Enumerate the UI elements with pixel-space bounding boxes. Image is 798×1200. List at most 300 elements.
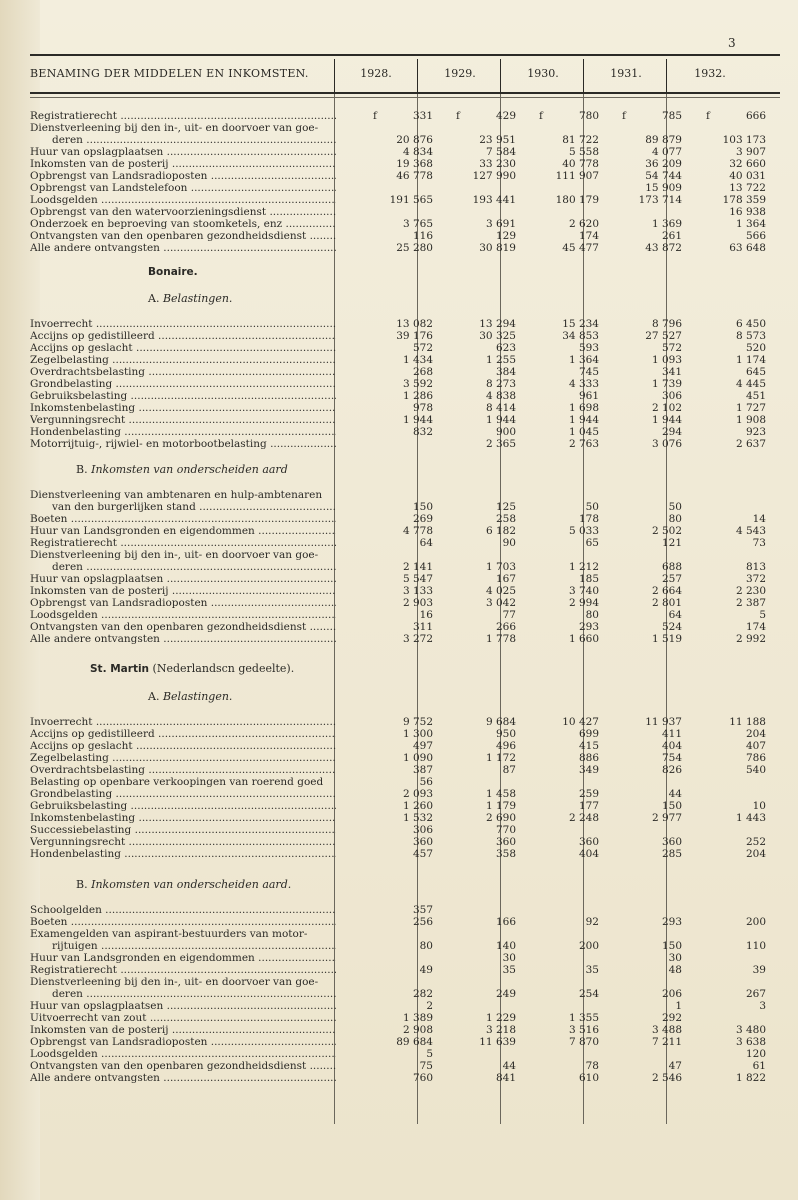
- cell-value: 372: [745, 573, 766, 585]
- cell-value: 75: [419, 1060, 433, 1072]
- cell-value: 4 077: [651, 146, 682, 158]
- row-label: rijtuigen .....: [52, 940, 336, 952]
- cell-value: 167: [495, 573, 516, 585]
- cell-value: 1 944: [568, 414, 599, 426]
- cell-value: 1 944: [402, 414, 433, 426]
- cell-value: 173 714: [638, 194, 682, 206]
- table-row: [30, 597, 780, 609]
- cell-value: 177: [578, 800, 599, 812]
- table-row: [30, 836, 780, 848]
- row-label: deren .....: [52, 134, 336, 146]
- cell-value: 185: [578, 573, 599, 585]
- row-label: Boeten .....: [30, 916, 336, 928]
- row-label: Inkomstenbelasting .....: [30, 812, 336, 824]
- cell-value: 1 093: [651, 354, 682, 366]
- row-label: Huur van opslagplaatsen .....: [30, 573, 336, 585]
- cell-value: 6 450: [735, 318, 766, 330]
- cell-value: 5 033: [568, 525, 599, 537]
- cell-value: 357: [412, 904, 433, 916]
- cell-value: 35: [585, 964, 599, 976]
- cell-value: 2 801: [651, 597, 682, 609]
- subsection-letter: B.: [76, 463, 88, 476]
- cell-value: 666: [745, 110, 766, 122]
- cell-value: 1 458: [485, 788, 516, 800]
- header-rule-thin: [30, 97, 780, 98]
- cell-value: 19 368: [396, 158, 433, 170]
- cell-value: 259: [578, 788, 599, 800]
- section-heading-bonaire: Bonaire.: [148, 266, 198, 278]
- cell-value: 415: [578, 740, 599, 752]
- table-row: [30, 928, 780, 940]
- table-row: [30, 752, 780, 764]
- table-row: [30, 740, 780, 752]
- cell-value: 40 778: [562, 158, 599, 170]
- cell-value: 520: [745, 342, 766, 354]
- table-row: [30, 964, 780, 976]
- cell-value: 64: [668, 609, 682, 621]
- cell-value: 25 280: [396, 242, 433, 254]
- table-row: [30, 110, 780, 122]
- row-label: Invoerrecht .....: [30, 716, 336, 728]
- row-label: Gebruiksbelasting .....: [30, 800, 336, 812]
- row-label: Inkomsten van de posterij .....: [30, 1024, 336, 1036]
- cell-value: 1 532: [402, 812, 433, 824]
- table-row: [30, 824, 780, 836]
- cell-value: 1 300: [402, 728, 433, 740]
- cell-value: 11 937: [645, 716, 682, 728]
- cell-value: 258: [495, 513, 516, 525]
- cell-value: 47: [668, 1060, 682, 1072]
- table-row: [30, 158, 780, 170]
- cell-value: 27 527: [645, 330, 682, 342]
- cell-value: 360: [661, 836, 682, 848]
- cell-value: 623: [495, 342, 516, 354]
- cell-value: 387: [412, 764, 433, 776]
- table-row: [30, 940, 780, 952]
- cell-value: 745: [578, 366, 599, 378]
- cell-value: 384: [495, 366, 516, 378]
- cell-value: 3 076: [651, 438, 682, 450]
- row-label: Belasting op openbare verkoopingen van roerend goed: [30, 776, 324, 788]
- cell-value: 593: [578, 342, 599, 354]
- row-label: Grondbelasting .....: [30, 788, 336, 800]
- cell-value: 950: [495, 728, 516, 740]
- table-row: [30, 952, 780, 964]
- row-label: Huur van opslagplaatsen .....: [30, 1000, 336, 1012]
- cell-value: 30: [502, 952, 516, 964]
- row-label: Loodsgelden .....: [30, 194, 336, 206]
- cell-value: 360: [578, 836, 599, 848]
- cell-value: 89 879: [645, 134, 682, 146]
- cell-value: 978: [412, 402, 433, 414]
- cell-value: 268: [412, 366, 433, 378]
- cell-value: 2 903: [402, 597, 433, 609]
- cell-value: 80: [668, 513, 682, 525]
- cell-value: 3 218: [485, 1024, 516, 1036]
- page-number: 3: [728, 36, 736, 50]
- cell-value: 1 822: [735, 1072, 766, 1084]
- header-rule: [30, 92, 780, 94]
- cell-value: 2 141: [402, 561, 433, 573]
- cell-value: 7 211: [651, 1036, 682, 1048]
- cell-value: 90: [502, 537, 516, 549]
- cell-value: 1 229: [485, 1012, 516, 1024]
- cell-value: 360: [495, 836, 516, 848]
- table-row: [30, 426, 780, 438]
- cell-value: 540: [745, 764, 766, 776]
- cell-value: 306: [412, 824, 433, 836]
- table-row: [30, 342, 780, 354]
- cell-value: 293: [661, 916, 682, 928]
- table-row: [30, 621, 780, 633]
- table-row: [30, 194, 780, 206]
- row-label: Registratierecht .....: [30, 537, 336, 549]
- cell-value: 80: [419, 940, 433, 952]
- column-header-1930: 1930.: [527, 67, 559, 80]
- row-label: Registratierecht .....: [30, 110, 336, 122]
- cell-value: 2 690: [485, 812, 516, 824]
- table-row: [30, 573, 780, 585]
- cell-value: 200: [578, 940, 599, 952]
- cell-value: 524: [661, 621, 682, 633]
- row-label: Ontvangsten van den openbaren gezondheidsdienst .....: [30, 1060, 336, 1072]
- table-row: [30, 800, 780, 812]
- cell-value: 4 333: [568, 378, 599, 390]
- cell-value: 46 778: [396, 170, 433, 182]
- row-label: Uitvoerrecht van zout .....: [30, 1012, 336, 1024]
- cell-value: 120: [745, 1048, 766, 1060]
- cell-value: 4 834: [402, 146, 433, 158]
- cell-value: 4 445: [735, 378, 766, 390]
- currency-symbol: f: [706, 110, 710, 122]
- table-row: [30, 1012, 780, 1024]
- table-row: [30, 716, 780, 728]
- row-label: Inkomsten van de posterij .....: [30, 585, 336, 597]
- row-label: Huur van Landsgronden en eigendommen .....: [30, 525, 336, 537]
- table-row: [30, 354, 780, 366]
- row-label: Opbrengst van Landsradioposten .....: [30, 170, 336, 182]
- row-label: Opbrengst van Landsradioposten .....: [30, 597, 336, 609]
- cell-value: 8 573: [735, 330, 766, 342]
- table-row: [30, 206, 780, 218]
- cell-value: 1 090: [402, 752, 433, 764]
- currency-symbol: f: [622, 110, 626, 122]
- cell-value: 2 387: [735, 597, 766, 609]
- cell-value: 1 443: [735, 812, 766, 824]
- cell-value: 61: [752, 1060, 766, 1072]
- cell-value: 1 434: [402, 354, 433, 366]
- cell-value: 50: [668, 501, 682, 513]
- cell-value: 261: [661, 230, 682, 242]
- cell-value: 1 364: [735, 218, 766, 230]
- cell-value: 150: [661, 800, 682, 812]
- cell-value: 1 355: [568, 1012, 599, 1024]
- cell-value: 841: [495, 1072, 516, 1084]
- table-row: [30, 812, 780, 824]
- cell-value: 770: [495, 824, 516, 836]
- cell-value: 87: [502, 764, 516, 776]
- cell-value: 174: [745, 621, 766, 633]
- cell-value: 1 778: [485, 633, 516, 645]
- cell-value: 256: [412, 916, 433, 928]
- column-header-1929: 1929.: [444, 67, 476, 80]
- cell-value: 2 992: [735, 633, 766, 645]
- table-row: [30, 182, 780, 194]
- cell-value: 497: [412, 740, 433, 752]
- cell-value: 4 543: [735, 525, 766, 537]
- table-row: [30, 537, 780, 549]
- cell-value: 35: [502, 964, 516, 976]
- cell-value: 2 248: [568, 812, 599, 824]
- cell-value: 200: [745, 916, 766, 928]
- cell-value: 285: [661, 848, 682, 860]
- row-label: van den burgerlijken stand .....: [52, 501, 336, 513]
- cell-value: 1 660: [568, 633, 599, 645]
- cell-value: 282: [412, 988, 433, 1000]
- cell-value: 110: [745, 940, 766, 952]
- cell-value: 7 870: [568, 1036, 599, 1048]
- cell-value: 1 703: [485, 561, 516, 573]
- table-row: [30, 525, 780, 537]
- row-label: Grondbelasting .....: [30, 378, 336, 390]
- cell-value: 2 502: [651, 525, 682, 537]
- cell-value: 786: [745, 752, 766, 764]
- cell-value: 3 740: [568, 585, 599, 597]
- table-row: [30, 438, 780, 450]
- cell-value: 13 294: [479, 318, 516, 330]
- cell-value: 2 230: [735, 585, 766, 597]
- cell-value: 10 427: [562, 716, 599, 728]
- cell-value: 116: [412, 230, 433, 242]
- table-row: [30, 728, 780, 740]
- table-row: [30, 414, 780, 426]
- table-row: [30, 122, 780, 134]
- cell-value: 3 765: [402, 218, 433, 230]
- cell-value: 4 778: [402, 525, 433, 537]
- cell-value: 80: [585, 609, 599, 621]
- currency-symbol: f: [456, 110, 460, 122]
- subsection-bonaire-b: [76, 463, 288, 476]
- row-label: Ontvangsten van den openbaren gezondheidsdienst .....: [30, 230, 336, 242]
- column-divider: [334, 59, 335, 95]
- cell-value: 826: [661, 764, 682, 776]
- row-label: Opbrengst van den watervoorzieningsdienst .....: [30, 206, 336, 218]
- column-divider: [417, 59, 418, 95]
- cell-value: 429: [495, 110, 516, 122]
- cell-value: 699: [578, 728, 599, 740]
- row-label: deren .....: [52, 988, 336, 1000]
- cell-value: 688: [661, 561, 682, 573]
- cell-value: 294: [661, 426, 682, 438]
- cell-value: 269: [412, 513, 433, 525]
- cell-value: 129: [495, 230, 516, 242]
- cell-value: 30 819: [479, 242, 516, 254]
- cell-value: 1 260: [402, 800, 433, 812]
- subsection-letter: A.: [148, 292, 160, 305]
- cell-value: 2 102: [651, 402, 682, 414]
- column-header-description: BENAMING DER MIDDELEN EN INKOMSTEN.: [30, 67, 309, 80]
- table-row: [30, 134, 780, 146]
- cell-value: 5 547: [402, 573, 433, 585]
- cell-value: 193 441: [472, 194, 516, 206]
- cell-value: 2 093: [402, 788, 433, 800]
- cell-value: 49: [419, 964, 433, 976]
- cell-value: 50: [585, 501, 599, 513]
- table-row: [30, 242, 780, 254]
- cell-value: 111 907: [555, 170, 599, 182]
- table-row: [30, 916, 780, 928]
- cell-value: 180 179: [555, 194, 599, 206]
- cell-value: 3 592: [402, 378, 433, 390]
- row-label: Onderzoek en beproeving van stoomketels, enz .....: [30, 218, 336, 230]
- row-label: Successiebelasting .....: [30, 824, 336, 836]
- cell-value: 1 944: [485, 414, 516, 426]
- cell-value: 572: [661, 342, 682, 354]
- cell-value: 407: [745, 740, 766, 752]
- cell-value: 4 025: [485, 585, 516, 597]
- table-row: [30, 1024, 780, 1036]
- table-row: [30, 170, 780, 182]
- cell-value: 1 045: [568, 426, 599, 438]
- cell-value: 39 176: [396, 330, 433, 342]
- cell-value: 125: [495, 501, 516, 513]
- cell-value: 140: [495, 940, 516, 952]
- cell-value: 121: [661, 537, 682, 549]
- cell-value: 457: [412, 848, 433, 860]
- cell-value: 2: [426, 1000, 433, 1012]
- cell-value: 15 234: [562, 318, 599, 330]
- cell-value: 3 638: [735, 1036, 766, 1048]
- cell-value: 191 565: [389, 194, 433, 206]
- cell-value: 34 853: [562, 330, 599, 342]
- table-row: [30, 390, 780, 402]
- cell-value: 496: [495, 740, 516, 752]
- table-row: [30, 764, 780, 776]
- row-label: Opbrengst van Landsradioposten .....: [30, 1036, 336, 1048]
- cell-value: 451: [745, 390, 766, 402]
- row-label: Registratierecht .....: [30, 964, 336, 976]
- cell-value: 89 684: [396, 1036, 433, 1048]
- row-label: Alle andere ontvangsten .....: [30, 242, 336, 254]
- column-header-1928: 1928.: [360, 67, 392, 80]
- cell-value: 204: [745, 848, 766, 860]
- cell-value: 1: [675, 1000, 682, 1012]
- table-row: [30, 609, 780, 621]
- table-row: [30, 549, 780, 561]
- column-divider: [666, 59, 667, 95]
- row-label: Hondenbelasting .....: [30, 848, 336, 860]
- cell-value: 4 838: [485, 390, 516, 402]
- cell-value: 23 951: [479, 134, 516, 146]
- cell-value: 1 212: [568, 561, 599, 573]
- cell-value: 178 359: [722, 194, 766, 206]
- subsection-title: Inkomsten van onderscheiden aard.: [91, 878, 292, 891]
- currency-symbol: f: [539, 110, 543, 122]
- cell-value: 92: [585, 916, 599, 928]
- cell-value: 15 909: [645, 182, 682, 194]
- cell-value: 349: [578, 764, 599, 776]
- cell-value: 77: [502, 609, 516, 621]
- table-row: [30, 848, 780, 860]
- cell-value: 754: [661, 752, 682, 764]
- cell-value: 13 722: [729, 182, 766, 194]
- cell-value: 56: [419, 776, 433, 788]
- cell-value: 166: [495, 916, 516, 928]
- row-label: Accijns op geslacht .....: [30, 342, 336, 354]
- table-row: [30, 513, 780, 525]
- cell-value: 961: [578, 390, 599, 402]
- table-row: [30, 230, 780, 242]
- cell-value: 30 325: [479, 330, 516, 342]
- table-row: [30, 146, 780, 158]
- cell-value: 292: [661, 1012, 682, 1024]
- table-row: [30, 904, 780, 916]
- cell-value: 43 872: [645, 242, 682, 254]
- cell-value: 2 994: [568, 597, 599, 609]
- cell-value: 6 182: [485, 525, 516, 537]
- cell-value: 1 286: [402, 390, 433, 402]
- cell-value: 150: [412, 501, 433, 513]
- row-label: Ontvangsten van den openbaren gezondheidsdienst .....: [30, 621, 336, 633]
- cell-value: 1 727: [735, 402, 766, 414]
- subsection-st-martin-b: [76, 878, 291, 891]
- cell-value: 267: [745, 988, 766, 1000]
- cell-value: 257: [661, 573, 682, 585]
- cell-value: 1 364: [568, 354, 599, 366]
- row-label: Dienstverleening bij den in-, uit- en doorvoer van goe-: [30, 549, 319, 561]
- subsection-letter: A.: [148, 690, 160, 703]
- table-row: [30, 501, 780, 513]
- subsection-letter: B.: [76, 878, 88, 891]
- cell-value: 358: [495, 848, 516, 860]
- cell-value: 150: [661, 940, 682, 952]
- cell-value: 2 365: [485, 438, 516, 450]
- top-rule: [30, 54, 780, 56]
- cell-value: 780: [578, 110, 599, 122]
- table-row: [30, 1000, 780, 1012]
- row-label: Alle andere ontvangsten .....: [30, 633, 336, 645]
- column-header-1932: 1932.: [694, 67, 726, 80]
- cell-value: 7 584: [485, 146, 516, 158]
- row-label: Dienstverleening bij den in-, uit- en doorvoer van goe-: [30, 122, 319, 134]
- cell-value: 8 414: [485, 402, 516, 414]
- table-row: [30, 1048, 780, 1060]
- cell-value: 1 172: [485, 752, 516, 764]
- row-label: Dienstverleening bij den in-, uit- en doorvoer van goe-: [30, 976, 319, 988]
- cell-value: 63 648: [729, 242, 766, 254]
- row-label: deren .....: [52, 561, 336, 573]
- row-label: Hondenbelasting .....: [30, 426, 336, 438]
- cell-value: 923: [745, 426, 766, 438]
- table-row: [30, 988, 780, 1000]
- table-row: [30, 633, 780, 645]
- cell-value: 2 620: [568, 218, 599, 230]
- row-label: Accijns op gedistilleerd .....: [30, 330, 336, 342]
- cell-value: 1 369: [651, 218, 682, 230]
- cell-value: 610: [578, 1072, 599, 1084]
- row-label: Overdrachtsbelasting .....: [30, 366, 336, 378]
- row-label: Dienstverleening van ambtenaren en hulp-ambtenaren: [30, 489, 323, 501]
- row-label: Boeten .....: [30, 513, 336, 525]
- cell-value: 9 684: [485, 716, 516, 728]
- cell-value: 10: [752, 800, 766, 812]
- row-label: Alle andere ontvangsten .....: [30, 1072, 336, 1084]
- table-row: [30, 1060, 780, 1072]
- cell-value: 813: [745, 561, 766, 573]
- row-label: Accijns op geslacht .....: [30, 740, 336, 752]
- cell-value: 16: [419, 609, 433, 621]
- cell-value: 178: [578, 513, 599, 525]
